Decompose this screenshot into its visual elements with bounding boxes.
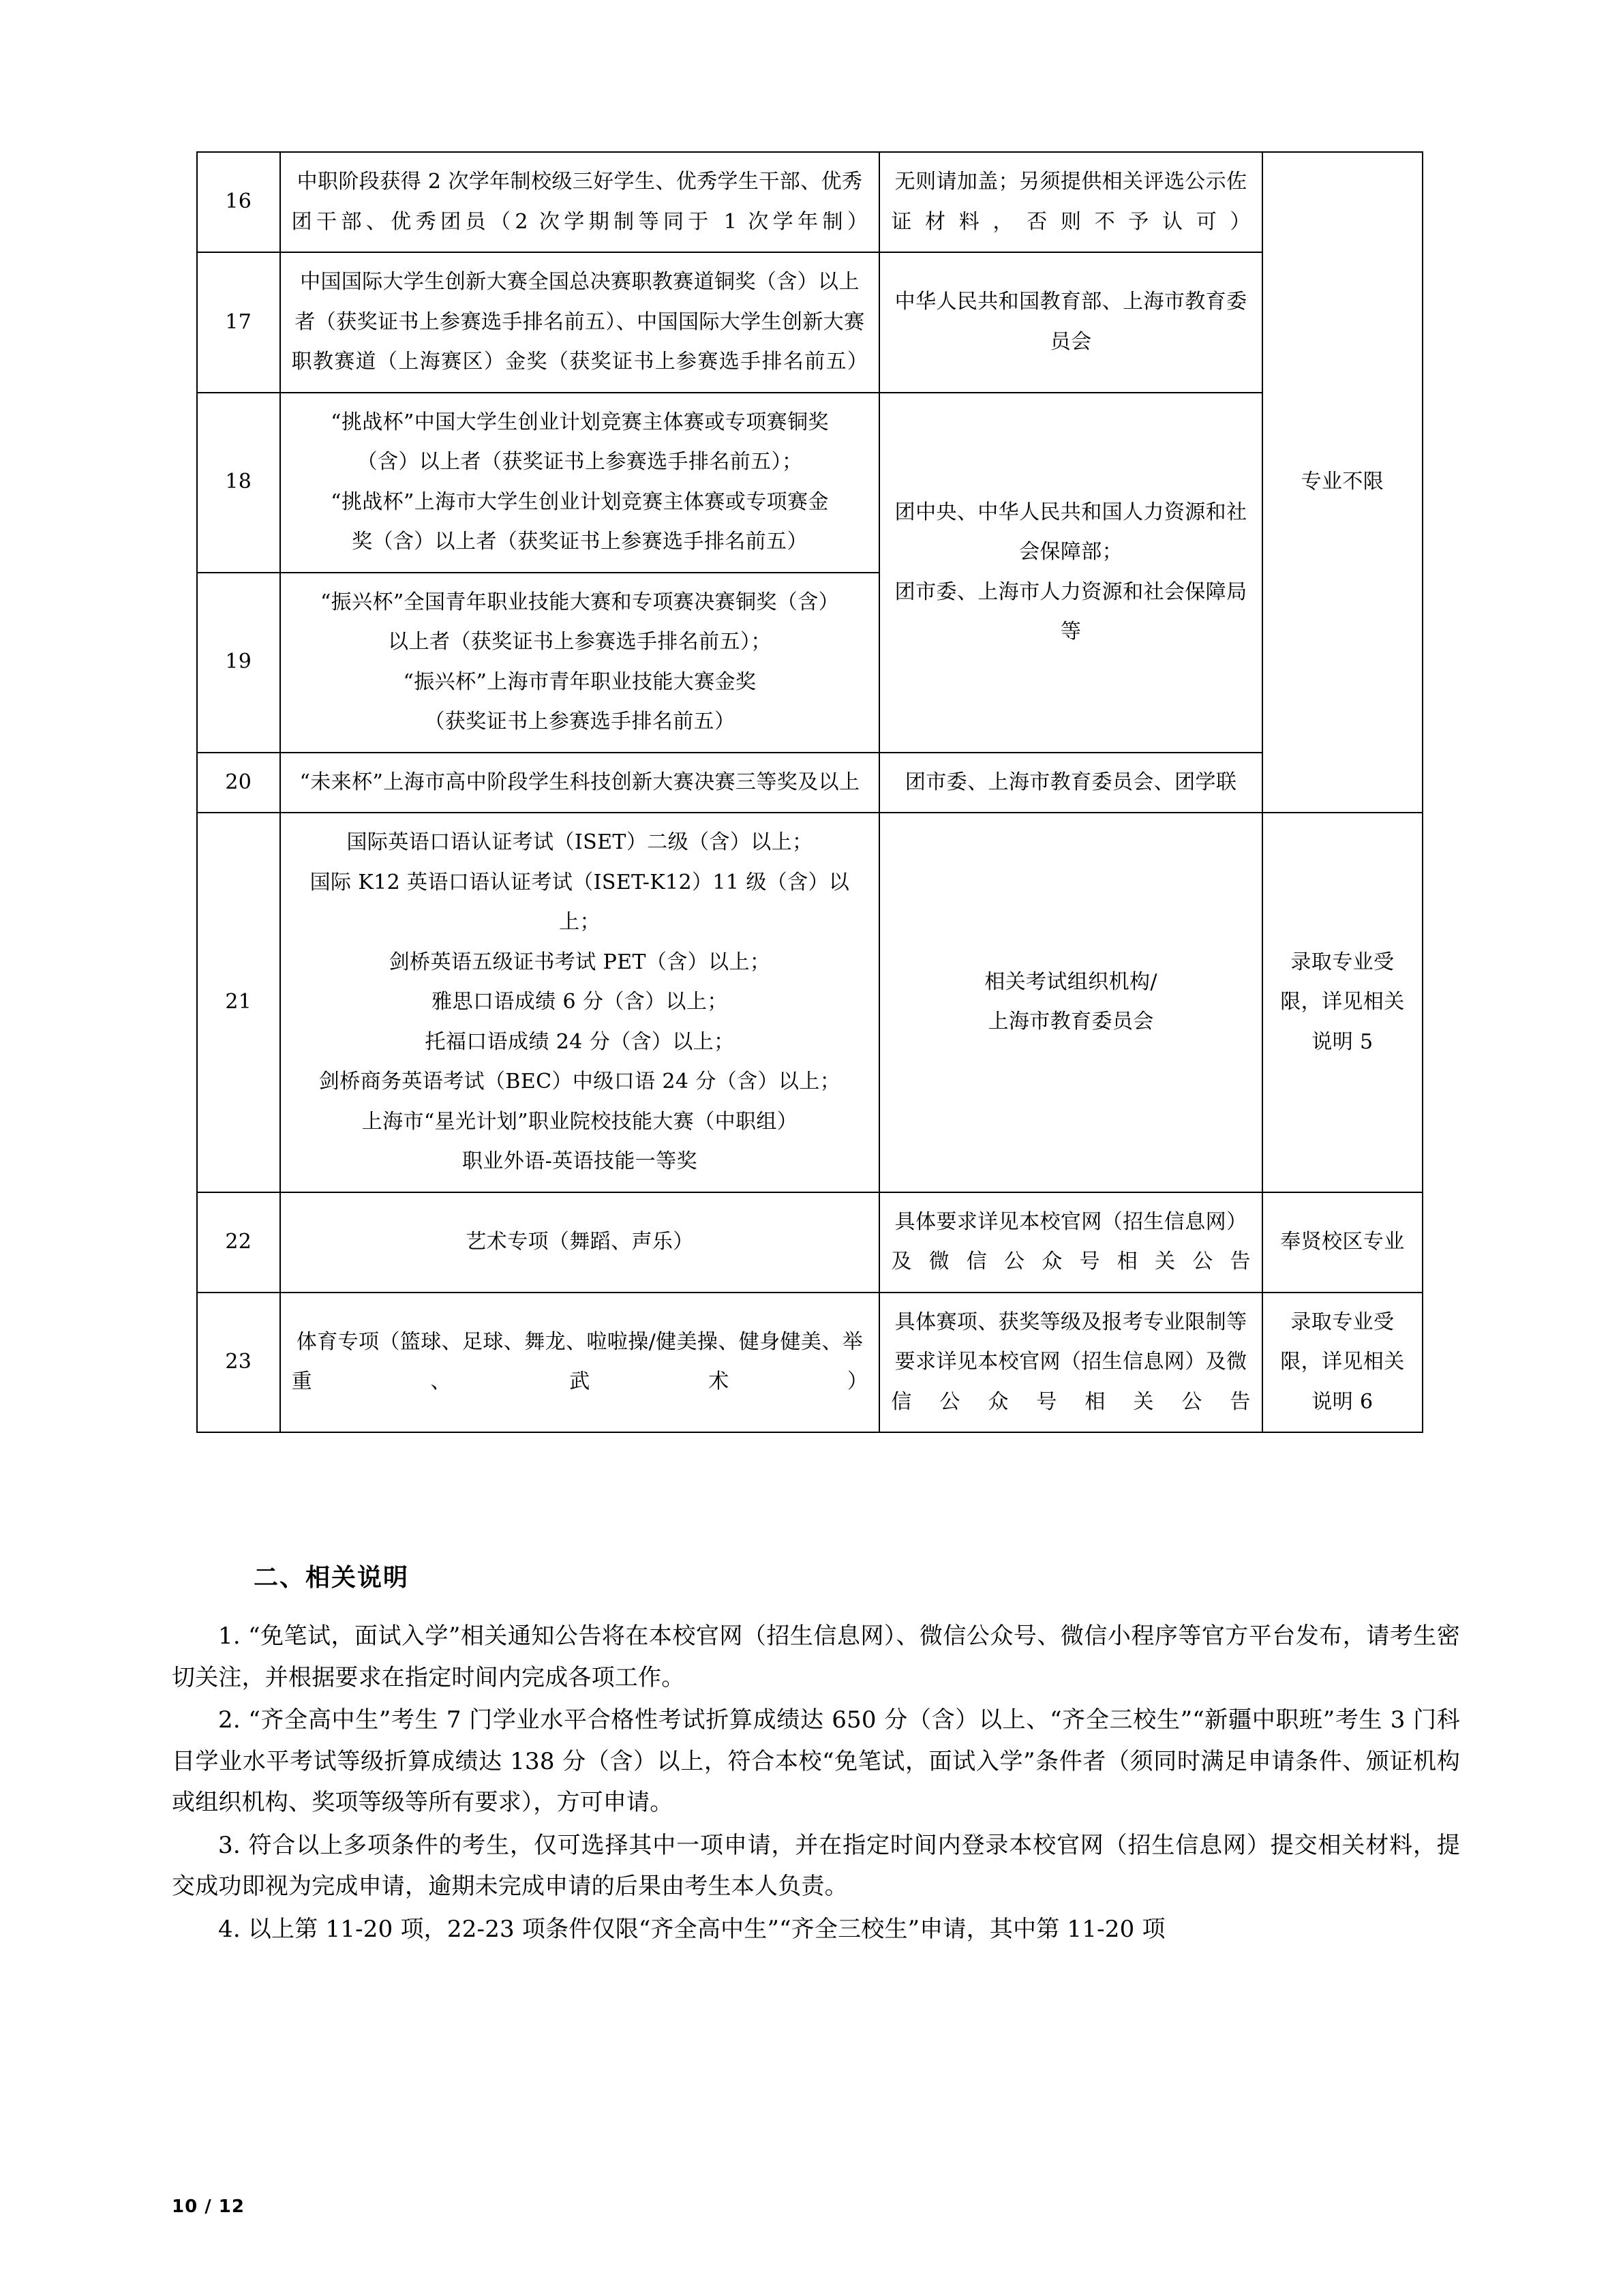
- row-organization: 具体赛项、获奖等级及报考专业限制等要求详见本校官网（招生信息网）及微信公众号相关公告: [879, 1293, 1262, 1433]
- desc-line: “挑战杯”中国大学生创业计划竞赛主体赛或专项赛铜奖: [331, 410, 829, 434]
- table-row: [197, 813, 1423, 1192]
- row-description: 中职阶段获得 2 次学年制校级三好学生、优秀学生干部、优秀团干部、优秀团员（2 次学期制等同于 1 次学年制）: [280, 152, 880, 252]
- row-organization: 团市委、上海市教育委员会、团学联: [879, 753, 1262, 813]
- section-heading: 二、相关说明: [254, 1564, 410, 1592]
- desc-line: 雅思口语成绩 6 分（含）以上；: [431, 990, 728, 1014]
- desc-line: 剑桥英语五级证书考试 PET（含）以上；: [389, 950, 771, 974]
- desc-line: 国际 K12 英语口语认证考试（ISET-K12）11 级（含）以上；: [309, 870, 850, 934]
- row-major-16-20: 专业不限: [1262, 152, 1423, 813]
- notes-list: [172, 1616, 1460, 1951]
- conditions-table-wrapper: [196, 151, 1423, 1433]
- desc-line: 以上者（获奖证书上参赛选手排名前五）；: [388, 630, 772, 654]
- row-number: 20: [197, 753, 280, 813]
- table-row: [197, 753, 1423, 813]
- conditions-table: [196, 151, 1423, 1433]
- row-description: [280, 573, 880, 753]
- row-description: [280, 393, 880, 573]
- row-organization: [879, 813, 1262, 1192]
- row-organization: 具体要求详见本校官网（招生信息网）及微信公众号相关公告: [879, 1192, 1262, 1293]
- desc-line: “挑战杯”上海市大学生创业计划竞赛主体赛或专项赛金: [331, 489, 829, 514]
- note-item-3: 3. 符合以上多项条件的考生，仅可选择其中一项申请，并在指定时间内登录本校官网（招生信息网）提交相关材料，提交成功即视为完成申请，逾期未完成申请的后果由考生本人负责。: [172, 1831, 1460, 1901]
- row-description: “未来杯”上海市高中阶段学生科技创新大赛决赛三等奖及以上: [280, 753, 880, 813]
- row-organization: 中华人民共和国教育部、上海市教育委员会: [879, 252, 1262, 393]
- row-number: 19: [197, 573, 280, 753]
- row-description: [280, 813, 880, 1192]
- table-row: [197, 152, 1423, 252]
- row-description: 中国国际大学生创新大赛全国总决赛职教赛道铜奖（含）以上者（获奖证书上参赛选手排名前五）、中国国际大学生创新大赛职教赛道（上海赛区）金奖（获奖证书上参赛选手排名前五）: [280, 252, 880, 393]
- row-major: 奉贤校区专业: [1262, 1192, 1423, 1293]
- table-row: [197, 1192, 1423, 1293]
- row-major: 录取专业受限，详见相关说明 6: [1262, 1293, 1423, 1433]
- table-row: [197, 1293, 1423, 1433]
- row-description: 体育专项（篮球、足球、舞龙、啦啦操/健美操、健身健美、举重、武术）: [280, 1293, 880, 1433]
- desc-line: 托福口语成绩 24 分（含）以上；: [425, 1029, 735, 1054]
- org-line: 相关考试组织机构/ 上海市教育委员会: [984, 969, 1157, 1034]
- row-number: 23: [197, 1293, 280, 1433]
- note-item-4: 4. 以上第 11-20 项，22-23 项条件仅限“齐全高中生”“齐全三校生”申请，其中第 11-20 项: [218, 1915, 1166, 1943]
- note-item-2: 2. “齐全高中生”考生 7 门学业水平合格性考试折算成绩达 650 分（含）以上、“齐全三校生”“新疆中职班”考生 3 门科目学业水平考试等级折算成绩达 138 分（含）以上，符合本校“免笔试，面试入学”条件者（须同时满足申请条件、颁证机构或组织机构、奖项等级等所有要求），方可申请。: [172, 1706, 1460, 1817]
- row-major: 录取专业受限，详见相关说明 5: [1262, 813, 1423, 1192]
- page-number: 10 / 12: [172, 2196, 245, 2217]
- row-organization: 无则请加盖；另须提供相关评选公示佐证材料，否则不予认可）: [879, 152, 1262, 252]
- desc-line: （获奖证书上参赛选手排名前五）: [424, 710, 735, 734]
- row-number: 21: [197, 813, 280, 1192]
- table-row: [197, 393, 1423, 573]
- desc-line: 国际英语口语认证考试（ISET）二级（含）以上；: [346, 830, 813, 854]
- desc-line: 职业外语-英语技能一等奖: [462, 1149, 697, 1173]
- desc-line: 奖（含）以上者（获奖证书上参赛选手排名前五）: [352, 530, 808, 554]
- row-number: 17: [197, 252, 280, 393]
- row-organization-18-19: [879, 393, 1262, 753]
- note-item-1: 1. “免笔试，面试入学”相关通知公告将在本校官网（招生信息网）、微信公众号、微信小程序等官方平台发布，请考生密切关注，并根据要求在指定时间内完成各项工作。: [172, 1622, 1460, 1691]
- desc-line: “振兴杯”全国青年职业技能大赛和专项赛决赛铜奖（含）: [320, 590, 840, 614]
- row-number: 16: [197, 152, 280, 252]
- row-description: 艺术专项（舞蹈、声乐）: [280, 1192, 880, 1293]
- desc-line: “振兴杯”上海市青年职业技能大赛金奖: [403, 669, 757, 694]
- desc-line: 上海市“星光计划”职业院校技能大赛（中职组）: [361, 1109, 798, 1134]
- row-number: 22: [197, 1192, 280, 1293]
- table-row: [197, 252, 1423, 393]
- row-number: 18: [197, 393, 280, 573]
- desc-line: 剑桥商务英语考试（BEC）中级口语 24 分（含）以上；: [318, 1070, 841, 1093]
- desc-line: （含）以上者（获奖证书上参赛选手排名前五）；: [357, 450, 803, 474]
- org-line: 团中央、中华人民共和国人力资源和社会保障部； 团市委、上海市人力资源和社会保障局等: [894, 500, 1247, 644]
